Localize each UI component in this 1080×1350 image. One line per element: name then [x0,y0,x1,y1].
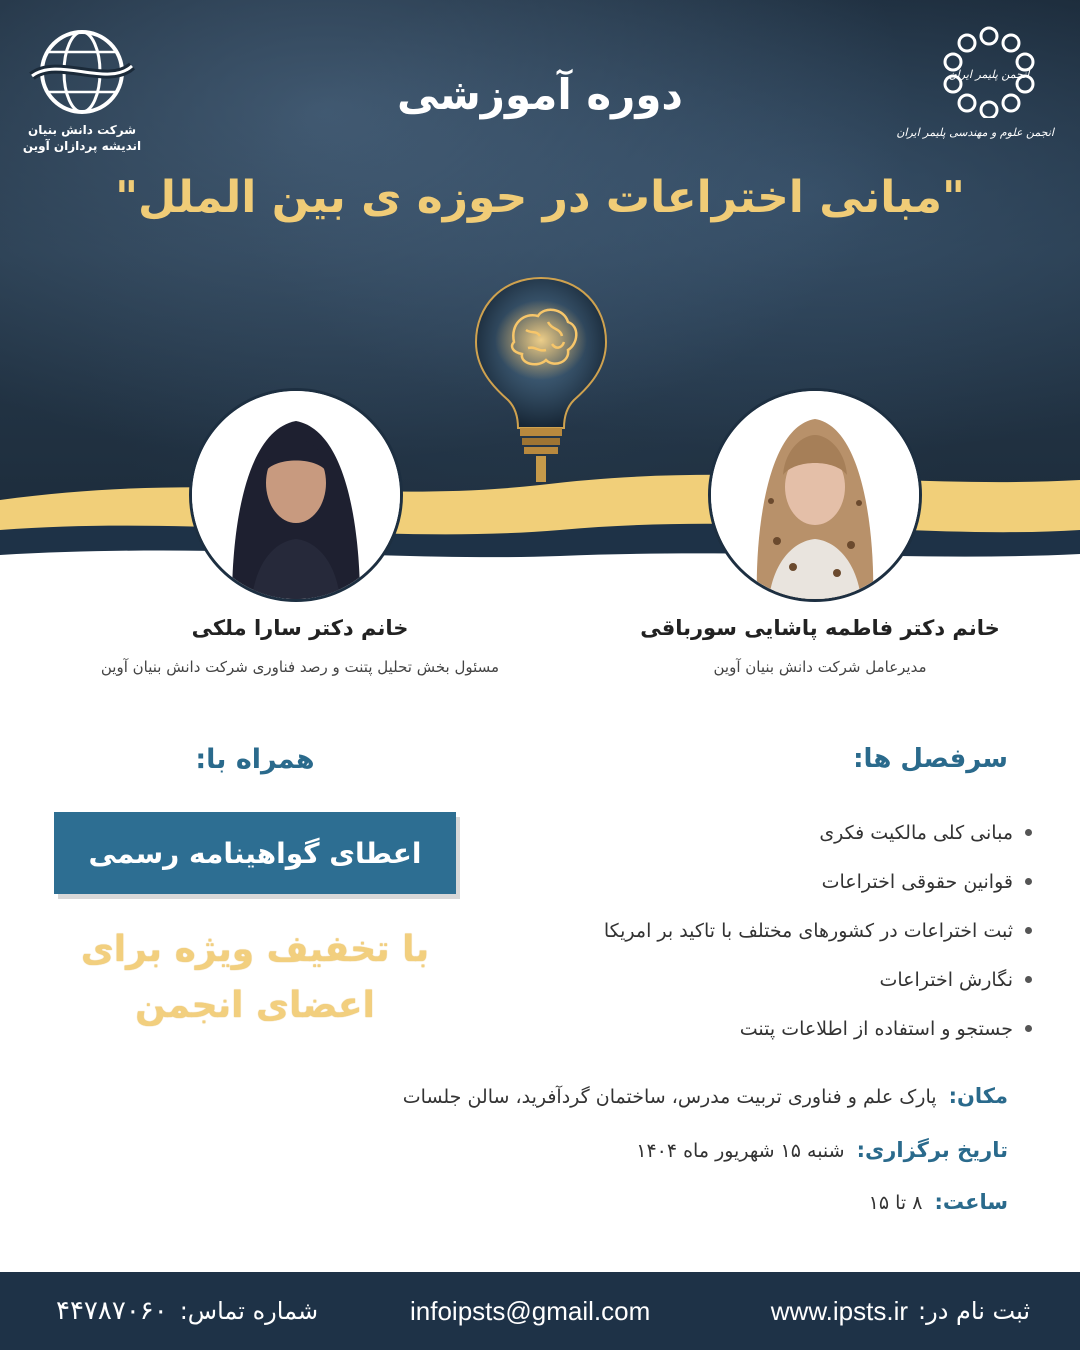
email-link[interactable]: infoipsts@gmail.com [410,1295,651,1326]
bullet-icon [1025,878,1032,885]
location-value: پارک علم و فناوری تربیت مدرس، ساختمان گردآفرید، سالن جلسات [402,1086,937,1108]
certificate-badge [54,812,456,894]
bullet-icon [1025,1025,1032,1032]
register-label: ثبت نام در: [918,1297,1030,1325]
list-item: ثبت اختراعات در کشورهای مختلف با تاکید بر امریکا [512,906,1032,955]
topics-list [512,808,1032,1053]
bullet-icon [1025,829,1032,836]
member-discount [40,922,470,1034]
list-item: قوانین حقوقی اختراعات [512,857,1032,906]
list-item: مبانی کلی مالکیت فکری [512,808,1032,857]
speaker-photo-sara-maleki [189,388,403,602]
phone-info [56,1272,318,1350]
certificate-text: اعطای گواهینامه رسمی [88,836,422,870]
course-title: "مبانی اختراعات در حوزه ی بین الملل" [115,172,965,223]
date-row [636,1138,1008,1162]
email-info [410,1272,650,1350]
speaker-role-fatemeh-pashaei: مدیرعامل شرکت دانش بنیان آوین [713,658,927,676]
website-link[interactable]: www.ipsts.ir [770,1295,909,1326]
speaker-name-sara-maleki: خانم دکتر سارا ملکی [191,616,409,640]
avin-caption-line1: شرکت دانش بنیان [27,123,137,137]
date-label: تاریخ برگزاری: [856,1138,1008,1162]
person-avatar-icon [192,391,400,599]
date-value: شنبه ۱۵ شهریور ماه ۱۴۰۴ [636,1140,845,1162]
contact-footer [0,1272,1080,1350]
benefits-heading: همراه با: [195,744,315,775]
location-row [403,1084,1008,1108]
speaker-name-fatemeh-pashaei: خانم دکتر فاطمه پاشایی سورباقی [640,616,1000,640]
time-value: ۸ تا ۱۵ [868,1192,923,1214]
list-item: نگارش اختراعات [512,955,1032,1004]
list-item: جستجو و استفاده از اطلاعات پتنت [512,1004,1032,1053]
discount-line1: با تخفیف ویژه برای [80,929,430,970]
lightbulb-brain-icon [466,272,616,482]
discount-line2: اعضای انجمن [135,985,375,1026]
speaker-role-sara-maleki: مسئول بخش تحلیل پتنت و رصد فناوری شرکت دانش بنیان آوین [100,658,500,676]
person-avatar-icon [711,391,919,599]
polymer-society-caption: انجمن علوم و مهندسی پلیمر ایران [896,126,1054,139]
register-info [771,1272,1030,1350]
phone-number[interactable]: ۴۴۷۸۷۰۶۰ [56,1296,168,1326]
time-label: ساعت: [934,1190,1008,1214]
avin-caption-line2: اندیشه پردازان آوین [22,139,142,153]
time-row [869,1190,1008,1214]
topics-heading: سرفصل ها: [853,744,1008,774]
course-label: دوره آموزشی [397,70,683,119]
bullet-icon [1025,976,1032,983]
speaker-photo-fatemeh-pashaei [708,388,922,602]
emblem-calligraphy: انجمن پلیمر ایران [948,68,1030,81]
location-label: مکان: [948,1084,1008,1108]
phone-label: شماره تماس: [179,1297,319,1325]
bullet-icon [1025,927,1032,934]
